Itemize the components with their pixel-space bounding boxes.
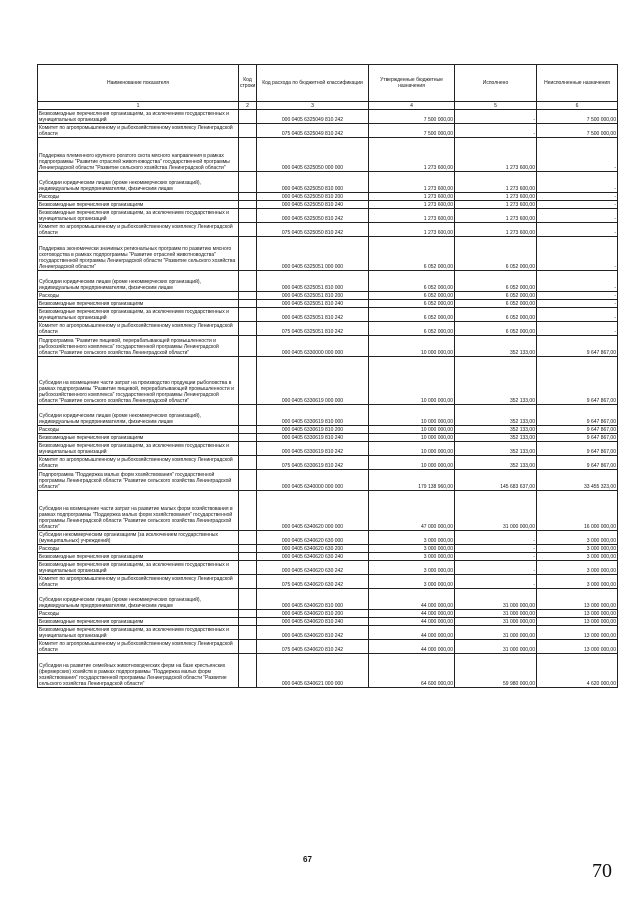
row-line-code (239, 561, 257, 575)
row-unexecuted: 3 000 000,00 (537, 561, 618, 575)
row-budget-code: 000 0405 6325050 810 000 (257, 172, 369, 193)
row-line-code (239, 223, 257, 237)
row-line-code (239, 237, 257, 271)
row-executed: 6 052 000,00 (455, 300, 537, 308)
column-index: 6 (537, 102, 618, 110)
row-approved: 1 273 600,00 (369, 223, 455, 237)
row-approved: 3 000 000,00 (369, 575, 455, 589)
handwritten-sheet-number: 70 (592, 860, 612, 882)
row-approved: 179 138 960,00 (369, 470, 455, 491)
row-budget-code: 000 0405 6325051 810 200 (257, 292, 369, 300)
row-line-code (239, 300, 257, 308)
row-line-code (239, 640, 257, 654)
table-row (38, 618, 618, 626)
row-executed: 1 273 600,00 (455, 172, 537, 193)
row-approved: 6 052 000,00 (369, 308, 455, 322)
row-unexecuted: 9 647 867,00 (537, 442, 618, 456)
row-budget-code: 075 0405 6325051 810 242 (257, 322, 369, 336)
row-line-code (239, 138, 257, 172)
row-executed: 352 133,00 (455, 456, 537, 470)
row-budget-code: 000 0405 6340620 810 240 (257, 618, 369, 626)
row-line-code (239, 456, 257, 470)
row-budget-code: 000 0405 6340000 000 000 (257, 470, 369, 491)
row-name: Безвозмездные перечисления организациям, за исключением государственных и муниципальных организаций (38, 561, 239, 575)
table-row (38, 172, 618, 193)
row-name: Субсидии на развитие семейных животноводческих ферм на базе крестьянских (фермерских) хозяйств в рамках подпрограммы "Поддержка малых форм хозяйствования" государственной программы Ленинградской области "Развитие сельского хозяйства Ленинградской области" (38, 654, 239, 688)
table-row (38, 640, 618, 654)
row-unexecuted: - (537, 308, 618, 322)
row-approved: 44 000 000,00 (369, 618, 455, 626)
table-row (38, 491, 618, 531)
row-approved: 44 000 000,00 (369, 640, 455, 654)
row-budget-code: 000 0405 6325051 810 240 (257, 300, 369, 308)
row-unexecuted: 13 000 000,00 (537, 626, 618, 640)
row-executed: 6 052 000,00 (455, 322, 537, 336)
row-executed: 31 000 000,00 (455, 491, 537, 531)
row-approved: 44 000 000,00 (369, 589, 455, 610)
row-executed: 1 273 600,00 (455, 223, 537, 237)
row-budget-code: 000 0405 6325050 810 242 (257, 209, 369, 223)
row-executed: 352 133,00 (455, 426, 537, 434)
row-name: Субсидии некоммерческим организациям (за исключением государственных (муниципальных) учреждений) (38, 531, 239, 545)
row-name: Субсидии юридическим лицам (кроме некоммерческих организаций), индивидуальным предпринимателям, физическим лицам (38, 405, 239, 426)
row-executed: 352 133,00 (455, 336, 537, 357)
header-approved: Утвержденные бюджетные назначения (369, 65, 455, 102)
row-budget-code: 075 0405 6340620 810 242 (257, 640, 369, 654)
row-approved: 10 000 000,00 (369, 405, 455, 426)
row-budget-code: 000 0405 6340620 630 200 (257, 545, 369, 553)
row-line-code (239, 193, 257, 201)
row-name: Комитет по агропромышленному и рыбохозяйственному комплексу Ленинградской области (38, 322, 239, 336)
row-name: Субсидии юридическим лицам (кроме некоммерческих организаций), индивидуальным предпринимателям, физическим лицам (38, 172, 239, 193)
table-row (38, 470, 618, 491)
row-executed: 6 052 000,00 (455, 271, 537, 292)
row-line-code (239, 292, 257, 300)
row-budget-code: 000 0405 6340620 630 000 (257, 531, 369, 545)
row-name: Безвозмездные перечисления организациям, за исключением государственных и муниципальных организаций (38, 308, 239, 322)
row-approved: 47 000 000,00 (369, 491, 455, 531)
column-index: 3 (257, 102, 369, 110)
table-row (38, 405, 618, 426)
table-row (38, 553, 618, 561)
row-budget-code: 075 0405 6325049 810 242 (257, 124, 369, 138)
row-line-code (239, 618, 257, 626)
row-line-code (239, 308, 257, 322)
table-row (38, 300, 618, 308)
row-unexecuted: 3 000 000,00 (537, 575, 618, 589)
column-index: 4 (369, 102, 455, 110)
row-line-code (239, 575, 257, 589)
row-budget-code: 000 0405 6330619 810 000 (257, 405, 369, 426)
row-approved: 10 000 000,00 (369, 434, 455, 442)
row-executed: 352 133,00 (455, 357, 537, 405)
row-name: Безвозмездные перечисления организациям, за исключением государственных и муниципальных организаций (38, 626, 239, 640)
row-executed: - (455, 561, 537, 575)
table-row (38, 626, 618, 640)
row-name: Субсидии на возмещение части затрат на развитие малых форм хозяйствования в рамках подпрограммы "Поддержка малых форм хозяйствования" государственной программы Ленинградской области "Развитие сельского хозяйства Ленинградской области" (38, 491, 239, 531)
row-unexecuted: - (537, 172, 618, 193)
row-executed: 352 133,00 (455, 442, 537, 456)
row-line-code (239, 336, 257, 357)
row-name: Комитет по агропромышленному и рыбохозяйственному комплексу Ленинградской области (38, 223, 239, 237)
row-name: Расходы (38, 426, 239, 434)
row-line-code (239, 357, 257, 405)
row-unexecuted: - (537, 223, 618, 237)
row-unexecuted: 3 000 000,00 (537, 545, 618, 553)
row-line-code (239, 531, 257, 545)
column-index-row (38, 102, 618, 110)
budget-table (37, 64, 618, 688)
table-row (38, 654, 618, 688)
row-unexecuted: - (537, 209, 618, 223)
row-line-code (239, 589, 257, 610)
row-unexecuted: 16 000 000,00 (537, 491, 618, 531)
row-budget-code: 000 0405 6340620 810 242 (257, 626, 369, 640)
row-unexecuted: 13 000 000,00 (537, 610, 618, 618)
row-unexecuted: 3 000 000,00 (537, 553, 618, 561)
row-unexecuted: 33 455 323,00 (537, 470, 618, 491)
table-row (38, 292, 618, 300)
row-name: Безвозмездные перечисления организациям (38, 618, 239, 626)
table-row (38, 124, 618, 138)
report-sheet (37, 64, 617, 688)
header-name: Наименование показателя (38, 65, 239, 102)
row-line-code (239, 553, 257, 561)
row-budget-code: 000 0405 6330000 000 000 (257, 336, 369, 357)
row-name: Подпрограмма "Развитие пищевой, перерабатывающей промышленности и рыбохозяйственного комплекса" государственной программы Ленинградской области "Развитие сельского хозяйства Ленинградской области" (38, 336, 239, 357)
row-approved: 3 000 000,00 (369, 561, 455, 575)
row-line-code (239, 626, 257, 640)
row-unexecuted: 9 647 867,00 (537, 357, 618, 405)
row-line-code (239, 201, 257, 209)
row-unexecuted: - (537, 271, 618, 292)
row-unexecuted: 9 647 867,00 (537, 405, 618, 426)
row-budget-code: 075 0405 6325050 810 242 (257, 223, 369, 237)
row-name: Безвозмездные перечисления организациям (38, 553, 239, 561)
row-executed: - (455, 110, 537, 124)
row-name: Комитет по агропромышленному и рыбохозяйственному комплексу Ленинградской области (38, 640, 239, 654)
row-unexecuted: 7 500 000,00 (537, 110, 618, 124)
row-budget-code: 075 0405 6330619 810 242 (257, 456, 369, 470)
row-approved: 10 000 000,00 (369, 426, 455, 434)
row-approved: 1 273 600,00 (369, 201, 455, 209)
table-row (38, 209, 618, 223)
row-approved: 64 600 000,00 (369, 654, 455, 688)
row-approved: 1 273 600,00 (369, 193, 455, 201)
row-budget-code: 000 0405 6340620 000 000 (257, 491, 369, 531)
row-name: Безвозмездные перечисления организациям, за исключением государственных и муниципальных организаций (38, 442, 239, 456)
table-row (38, 442, 618, 456)
row-approved: 10 000 000,00 (369, 442, 455, 456)
row-approved: 6 052 000,00 (369, 292, 455, 300)
row-executed: 1 273 600,00 (455, 193, 537, 201)
row-approved: 7 500 000,00 (369, 110, 455, 124)
row-line-code (239, 110, 257, 124)
row-executed: - (455, 531, 537, 545)
row-unexecuted: - (537, 322, 618, 336)
row-executed: 31 000 000,00 (455, 618, 537, 626)
row-budget-code: 000 0405 6330619 810 200 (257, 426, 369, 434)
table-body (38, 110, 618, 688)
row-unexecuted: - (537, 193, 618, 201)
row-line-code (239, 610, 257, 618)
table-row (38, 223, 618, 237)
row-executed: 31 000 000,00 (455, 610, 537, 618)
table-row (38, 336, 618, 357)
row-approved: 10 000 000,00 (369, 357, 455, 405)
row-unexecuted: - (537, 300, 618, 308)
row-budget-code: 000 0405 6325051 810 000 (257, 271, 369, 292)
row-executed: - (455, 553, 537, 561)
row-executed: - (455, 575, 537, 589)
row-unexecuted: - (537, 201, 618, 209)
row-line-code (239, 654, 257, 688)
row-unexecuted: 3 000 000,00 (537, 531, 618, 545)
row-unexecuted: 7 500 000,00 (537, 124, 618, 138)
table-row (38, 434, 618, 442)
table-row (38, 456, 618, 470)
row-line-code (239, 442, 257, 456)
row-approved: 10 000 000,00 (369, 336, 455, 357)
row-budget-code: 000 0405 6330619 810 242 (257, 442, 369, 456)
row-budget-code: 000 0405 6330619 810 240 (257, 434, 369, 442)
row-executed: 1 273 600,00 (455, 201, 537, 209)
row-line-code (239, 426, 257, 434)
row-unexecuted: - (537, 237, 618, 271)
row-name: Расходы (38, 292, 239, 300)
row-executed: 31 000 000,00 (455, 626, 537, 640)
column-index: 5 (455, 102, 537, 110)
row-name: Комитет по агропромышленному и рыбохозяйственному комплексу Ленинградской области (38, 575, 239, 589)
table-row (38, 545, 618, 553)
row-executed: - (455, 545, 537, 553)
row-unexecuted: 9 647 867,00 (537, 456, 618, 470)
row-executed: 6 052 000,00 (455, 308, 537, 322)
column-index: 2 (239, 102, 257, 110)
row-name: Комитет по агропромышленному и рыбохозяйственному комплексу Ленинградской области (38, 124, 239, 138)
row-executed: 145 683 637,00 (455, 470, 537, 491)
header-unexecuted: Неисполненные назначения (537, 65, 618, 102)
table-row (38, 110, 618, 124)
row-executed: 6 052 000,00 (455, 292, 537, 300)
row-line-code (239, 322, 257, 336)
row-approved: 6 052 000,00 (369, 300, 455, 308)
row-executed: 31 000 000,00 (455, 640, 537, 654)
row-name: Поддержка племенного крупного рогатого скота мясного направления в рамках подпрограммы "Развитие отраслей животноводства" государственной программы Ленинградской области "Развитие сельского хозяйства Ленинградской области" (38, 138, 239, 172)
row-name: Расходы (38, 193, 239, 201)
row-executed: 1 273 600,00 (455, 209, 537, 223)
row-unexecuted: 13 000 000,00 (537, 589, 618, 610)
row-executed: 352 133,00 (455, 405, 537, 426)
header-line-code: Код строки (239, 65, 257, 102)
page-number: 67 (303, 855, 312, 864)
row-unexecuted: 13 000 000,00 (537, 640, 618, 654)
row-approved: 6 052 000,00 (369, 271, 455, 292)
row-unexecuted: 13 000 000,00 (537, 618, 618, 626)
row-budget-code: 000 0405 6340620 810 000 (257, 589, 369, 610)
row-name: Комитет по агропромышленному и рыбохозяйственному комплексу Ленинградской области (38, 456, 239, 470)
row-approved: 7 500 000,00 (369, 124, 455, 138)
row-budget-code: 000 0405 6340620 810 200 (257, 610, 369, 618)
table-row (38, 308, 618, 322)
row-approved: 3 000 000,00 (369, 531, 455, 545)
table-row (38, 201, 618, 209)
row-executed: 59 980 000,00 (455, 654, 537, 688)
column-index: 1 (38, 102, 239, 110)
row-name: Субсидии на возмещение части затрат на производство продукции рыболовства в рамках подпрограммы "Развитие пищевой, перерабатывающей промышленности и рыбохозяйственного комплекса" государственной программы Ленинградской области "Развитие сельского хозяйства Ленинградской области" (38, 357, 239, 405)
row-executed: 31 000 000,00 (455, 589, 537, 610)
table-row (38, 589, 618, 610)
table-row (38, 193, 618, 201)
row-line-code (239, 209, 257, 223)
row-line-code (239, 470, 257, 491)
header-executed: Исполнено (455, 65, 537, 102)
row-unexecuted: 9 647 867,00 (537, 434, 618, 442)
row-approved: 10 000 000,00 (369, 456, 455, 470)
row-budget-code: 000 0405 6325050 810 240 (257, 201, 369, 209)
row-budget-code: 000 0405 6330619 000 000 (257, 357, 369, 405)
row-executed: 352 133,00 (455, 434, 537, 442)
row-unexecuted: 9 647 867,00 (537, 336, 618, 357)
row-budget-code: 075 0405 6340620 630 242 (257, 575, 369, 589)
row-line-code (239, 405, 257, 426)
table-row (38, 237, 618, 271)
row-name: Подпрограмма "Поддержка малых форм хозяйствования" государственной программы Ленинградской области "Развитие сельского хозяйства Ленинградской области" (38, 470, 239, 491)
row-budget-code: 000 0405 6340620 630 240 (257, 553, 369, 561)
row-name: Субсидии юридическим лицам (кроме некоммерческих организаций), индивидуальным предпринимателям, физическим лицам (38, 589, 239, 610)
row-approved: 1 273 600,00 (369, 172, 455, 193)
table-row (38, 610, 618, 618)
row-name: Расходы (38, 610, 239, 618)
table-row (38, 561, 618, 575)
row-budget-code: 000 0405 6325051 000 000 (257, 237, 369, 271)
row-line-code (239, 124, 257, 138)
row-budget-code: 000 0405 6325050 810 200 (257, 193, 369, 201)
row-budget-code: 000 0405 6325049 810 242 (257, 110, 369, 124)
row-executed: 6 052 000,00 (455, 237, 537, 271)
row-executed: 1 273 600,00 (455, 138, 537, 172)
row-line-code (239, 271, 257, 292)
row-budget-code: 000 0405 6340621 000 000 (257, 654, 369, 688)
row-name: Поддержка экономически значимых региональных программ по развитию мясного скотоводства в рамках подпрограммы "Развитие отраслей животноводства" государственной программы Ленинградской области "Развитие сельского хозяйства Ленинградской области" (38, 237, 239, 271)
row-name: Безвозмездные перечисления организациям (38, 434, 239, 442)
row-approved: 3 000 000,00 (369, 545, 455, 553)
row-line-code (239, 434, 257, 442)
row-name: Безвозмездные перечисления организациям (38, 300, 239, 308)
table-row (38, 138, 618, 172)
row-approved: 1 273 600,00 (369, 209, 455, 223)
row-approved: 44 000 000,00 (369, 610, 455, 618)
row-name: Безвозмездные перечисления организациям (38, 201, 239, 209)
row-executed: - (455, 124, 537, 138)
header-budget-code: Код расхода по бюджетной классификации (257, 65, 369, 102)
table-row (38, 271, 618, 292)
row-name: Безвозмездные перечисления организациям, за исключением государственных и муниципальных организаций (38, 209, 239, 223)
row-name: Расходы (38, 545, 239, 553)
row-unexecuted: - (537, 292, 618, 300)
row-approved: 3 000 000,00 (369, 553, 455, 561)
row-unexecuted: 4 620 000,00 (537, 654, 618, 688)
row-approved: 6 052 000,00 (369, 237, 455, 271)
row-budget-code: 000 0405 6325051 810 242 (257, 308, 369, 322)
row-line-code (239, 545, 257, 553)
row-budget-code: 000 0405 6340620 630 242 (257, 561, 369, 575)
row-line-code (239, 491, 257, 531)
row-unexecuted: 9 647 867,00 (537, 426, 618, 434)
table-row (38, 575, 618, 589)
row-approved: 44 000 000,00 (369, 626, 455, 640)
table-row (38, 426, 618, 434)
row-line-code (239, 172, 257, 193)
table-row (38, 357, 618, 405)
table-row (38, 531, 618, 545)
row-approved: 1 273 600,00 (369, 138, 455, 172)
row-unexecuted: - (537, 138, 618, 172)
row-approved: 6 052 000,00 (369, 322, 455, 336)
table-row (38, 322, 618, 336)
table-header-row (38, 65, 618, 102)
row-budget-code: 000 0405 6325050 000 000 (257, 138, 369, 172)
row-name: Субсидии юридическим лицам (кроме некоммерческих организаций), индивидуальным предпринимателям, физическим лицам (38, 271, 239, 292)
row-name: Безвозмездные перечисления организациям, за исключением государственных и муниципальных организаций (38, 110, 239, 124)
